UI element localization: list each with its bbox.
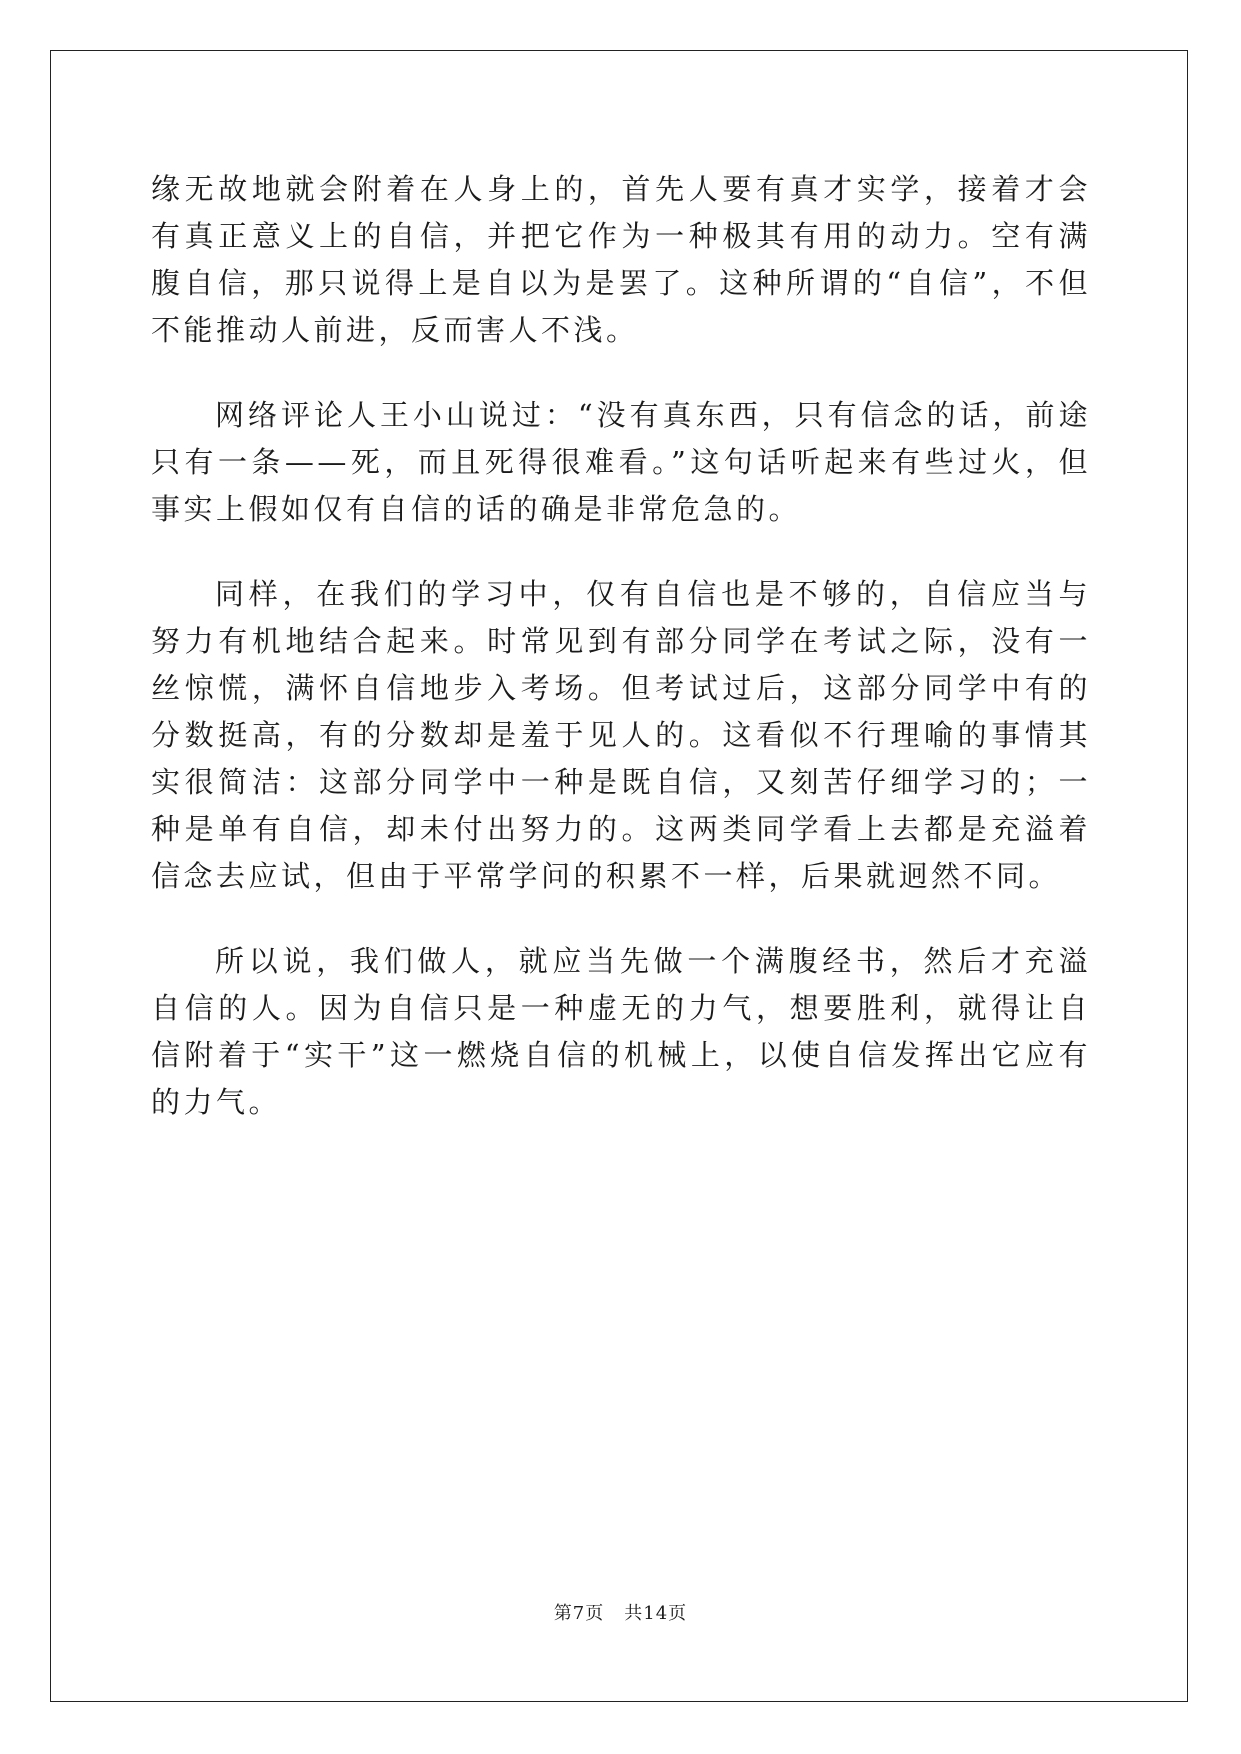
page-total: 共14页 xyxy=(624,1603,688,1624)
paragraph-2: 网络评论人王小山说过：“没有真东西，只有信念的话，前途只有一条——死，而且死得很难看。”这句话听起来有些过火，但事实上假如仅有自信的话的确是非常危急的。 xyxy=(151,398,1091,526)
page-number: 第7页 xyxy=(553,1603,605,1624)
page-footer xyxy=(0,1599,1241,1625)
paragraph-3: 同样，在我们的学习中，仅有自信也是不够的，自信应当与努力有机地结合起来。时常见到有部分同学在考试之际，没有一丝惊慌，满怀自信地步入考场。但考试过后，这部分同学中有的分数挺高，有的分数却是羞于见人的。这看似不行理喻的事情其实很简洁：这部分同学中一种是既自信，又刻苦仔细学习的；一种是单有自信，却未付出努力的。这两类同学看上去都是充溢着信念去应试，但由于平常学问的积累不一样，后果就迥然不同。 xyxy=(151,577,1091,893)
document-body xyxy=(151,166,1091,1164)
paragraph-1: 缘无故地就会附着在人身上的，首先人要有真才实学，接着才会有真正意义上的自信，并把它作为一种极其有用的动力。空有满腹自信，那只说得上是自以为是罢了。这种所谓的“自信”，不但不能推动人前进，反而害人不浅。 xyxy=(151,172,1091,347)
paragraph-4: 所以说，我们做人，就应当先做一个满腹经书，然后才充溢自信的人。因为自信只是一种虚无的力气，想要胜利，就得让自信附着于“实干”这一燃烧自信的机械上，以使自信发挥出它应有的力气。 xyxy=(151,944,1091,1119)
